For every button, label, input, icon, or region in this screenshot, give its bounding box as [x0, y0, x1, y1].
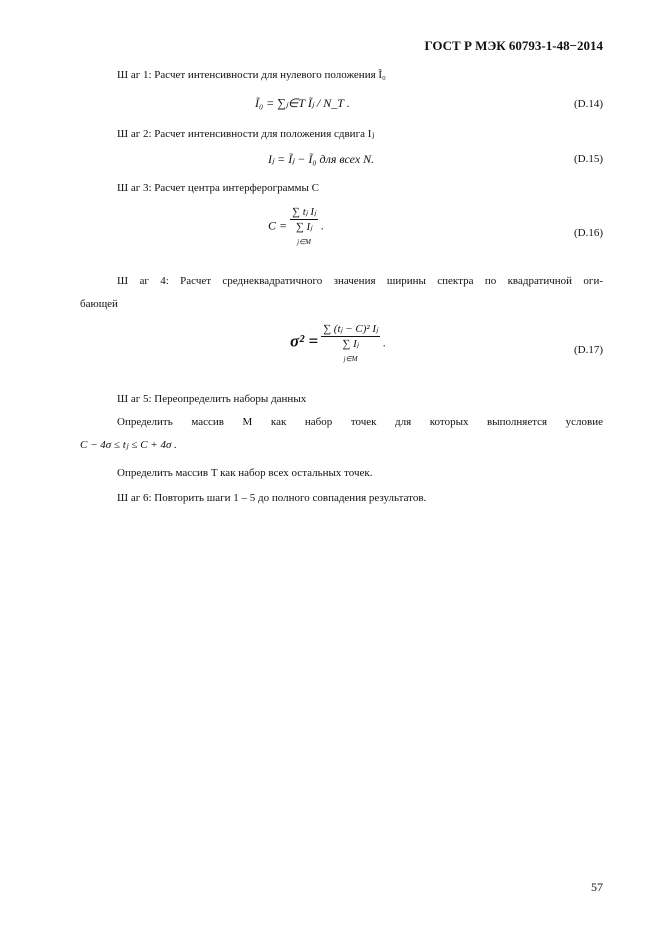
equation-d17	[290, 322, 386, 365]
equation-d16-subscript: j∈M	[297, 238, 311, 246]
step-4-line-1: Ш аг 4: Расчет среднеквадратичного значения ширины спектра по квадратичной оги-	[117, 275, 603, 287]
step-5: Ш аг 5: Переопределить наборы данных	[117, 393, 307, 405]
step-6: Ш аг 6: Повторить шаги 1 – 5 до полного совпадения результатов.	[117, 492, 427, 504]
equation-d17-fraction	[321, 322, 380, 365]
equation-d17-tail: .	[383, 335, 386, 350]
equation-number-d15: (D.15)	[573, 153, 603, 165]
equation-d16-numerator: ∑ tⱼ Iⱼ	[292, 206, 317, 218]
equation-d16-denominator: ∑ Iⱼ	[295, 221, 313, 233]
page-number: 57	[591, 880, 603, 894]
step-3: Ш аг 3: Расчет центра интерферограммы C	[117, 182, 319, 194]
equation-d17-numerator: ∑ (tⱼ − C)² Iⱼ	[323, 323, 378, 335]
array-m-line-1: Определить массив M как набор точек для которых выполняется условие	[117, 416, 603, 428]
equation-d16-fraction	[290, 205, 318, 248]
document-header: ГОСТ Р МЭК 60793-1-48−2014	[424, 38, 603, 53]
equation-d16	[268, 205, 324, 248]
step-2: Ш аг 2: Расчет интенсивности для положения сдвига Iⱼ	[117, 128, 375, 140]
step-4-line-2: бающей	[80, 298, 118, 310]
equation-d17-subscript: j∈M	[343, 355, 358, 363]
equation-number-d14: (D.14)	[573, 98, 603, 110]
equation-d15: Iⱼ = Ĩⱼ − Ĩ₀ для всех N.	[268, 152, 375, 166]
array-m-line-2: C − 4σ ≤ tⱼ ≤ C + 4σ .	[80, 439, 177, 451]
equation-d16-lhs: C =	[268, 218, 288, 233]
equation-number-d16: (D.16)	[573, 227, 603, 239]
array-t-line: Определить массив T как набор всех остальных точек.	[117, 467, 373, 479]
equation-d14: Ĩ₀ = ∑ⱼ∈T Ĩⱼ / N_T .	[255, 96, 350, 110]
equation-d17-denominator: ∑ Iⱼ	[342, 338, 359, 350]
equation-d17-lhs: σ² =	[290, 331, 319, 351]
equation-number-d17: (D.17)	[573, 344, 603, 356]
step-1: Ш аг 1: Расчет интенсивности для нулевого положения Ĩ₀	[117, 69, 386, 81]
equation-d16-tail: .	[321, 218, 325, 233]
